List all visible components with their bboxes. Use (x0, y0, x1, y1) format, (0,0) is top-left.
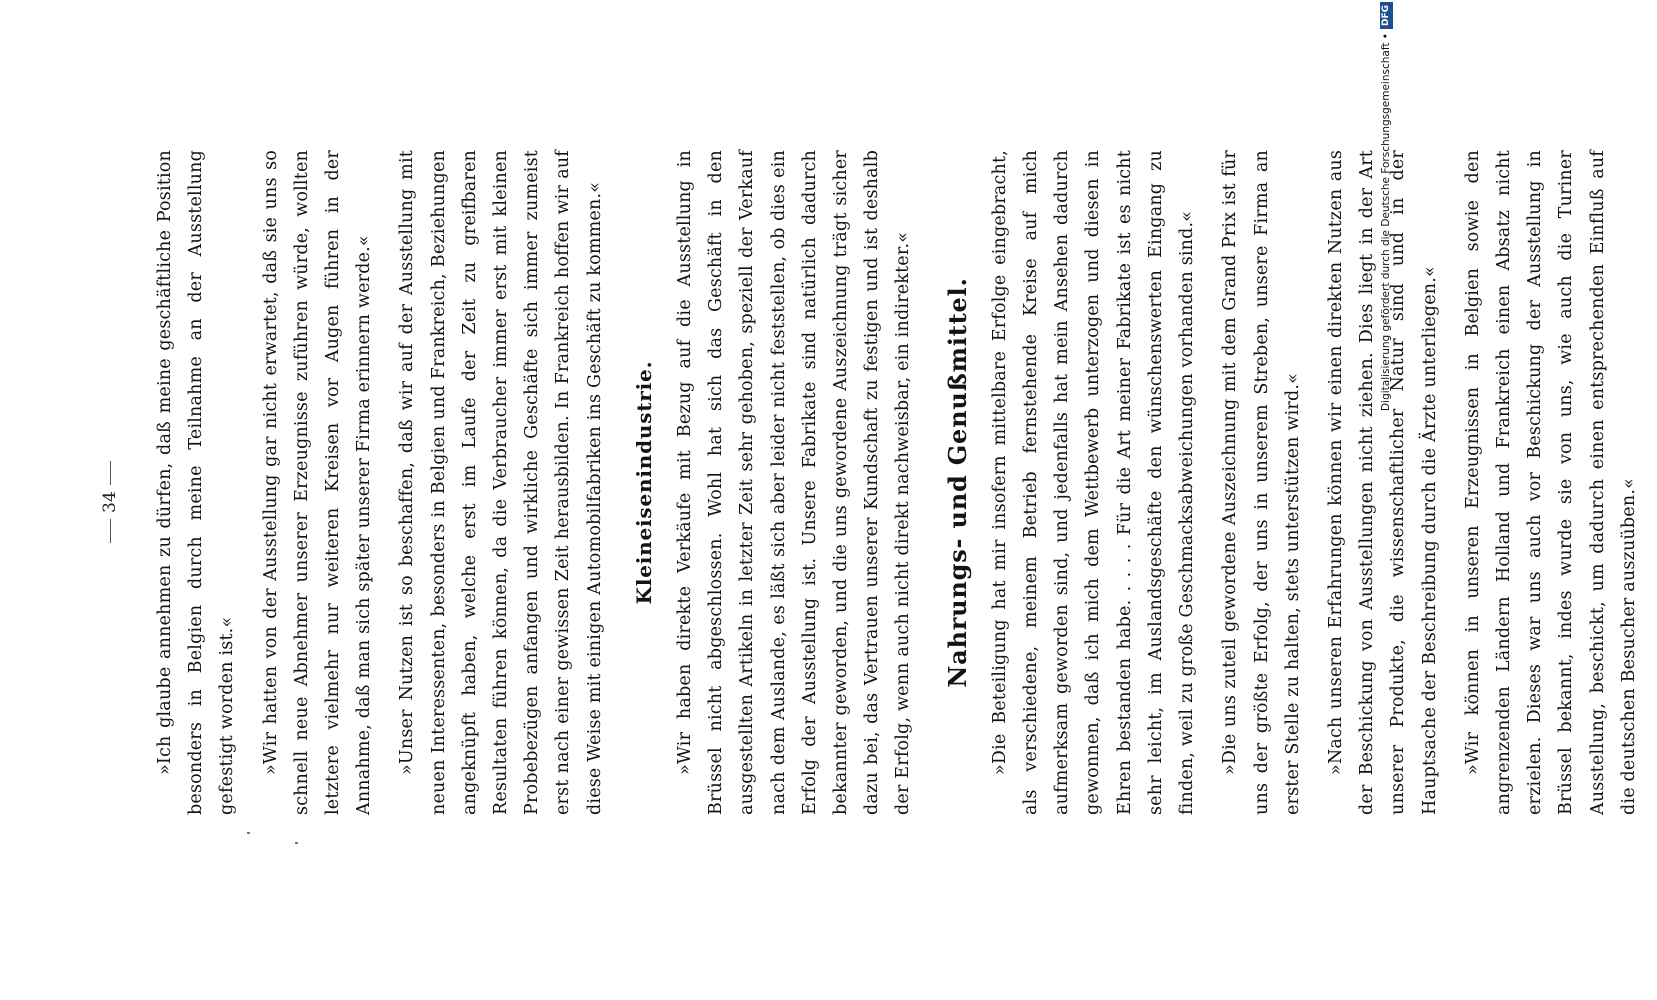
paragraph: »Nach unseren Erfahrungen können wir einen direkten Nutzen aus der Beschickung von Ausstellungen nicht ziehen. Dies liegt in der Art unserer Produkte, die wissenschaftlicher Natur sind und in der Hauptsache der Beschreibung durch die Ärzte unterliegen.« (1325, 150, 1440, 815)
paragraph: »Unser Nutzen ist so beschaffen, daß wir auf der Ausstellung mit neuen Interessenten, besonders in Belgien und Frankreich, Beziehungen angeknüpft haben, welche erst im Laufe der Zeit zu greifbaren Resultaten führen können, da die Verbraucher immer erst mit kleinen Probebezügen anfangen und wirkliche Geschäfte sich immer zumeist erst nach einer gewissen Zeit herausbilden. In Frankreich hoffen wir auf diese Weise mit einigen Automobilfabriken ins Geschäft zu kommen.« (397, 150, 605, 815)
credit-text: Digitalisierung gefördert durch die Deutsche Forschungsgemeinschaft • (1380, 33, 1392, 411)
digitization-credit (1378, 2, 1394, 992)
dfg-logo: DFG (1380, 2, 1393, 29)
rule-right (110, 461, 111, 485)
page-number-text: 34 (100, 491, 120, 513)
paragraph: »Wir haben direkte Verkäufe mit Bezug auf die Ausstellung in Brüssel nicht abgeschlossen. Wohl hat sich das Geschäft in den ausgestellten Artikeln in letzter Zeit sehr gehoben, speziell der Verkauf nach dem Auslande, es läßt sich aber leider nicht feststellen, ob dies ein Erfolg der Ausstellung ist. Unsere Fabrikate sind natürlich dadurch bekannter geworden, und die uns gewordene Auszeichnung trägt sicher dazu bei, das Vertrauen unserer Kundschaft zu festigen und ist deshalb der Erfolg, wenn auch nicht direkt nachweisbar, ein indirekter.« (675, 150, 914, 815)
scan-speck (247, 832, 250, 834)
paragraph: »Die uns zuteil gewordene Auszeichnung mit dem Grand Prix ist für uns der größte Erfolg, der uns in unserem Streben, unsere Firma an erster Stelle zu halten, stets unterstützen wird.« (1220, 150, 1303, 815)
page-number (100, 452, 120, 552)
paragraph: »Ich glaube annehmen zu dürfen, daß meine geschäftliche Position besonders in Belgien durch meine Teilnahme an der Ausstellung gefestigt worden ist.« (155, 150, 238, 815)
paragraph: »Wir können in unseren Erzeugnissen in Belgien sowie den angrenzenden Ländern Holland und Frankreich einen Absatz nicht erzielen. Dieses war uns auch vor Beschickung der Ausstellung in Brüssel bekannt, indes wurde sie von uns, wie auch die Turiner Ausstellung, beschickt, um dadurch einen entsprechenden Einfluß auf die deutschen Besucher auszuüben.« (1462, 150, 1639, 815)
paragraph: »Wir hatten von der Ausstellung gar nicht erwartet, daß sie uns so schnell neue Abnehmer unserer Erzeugnisse zuführen würde, wollten letztere vielmehr nur weiteren Kreisen vor Augen führen in der Annahme, daß man sich später unserer Firma erinnern werde.« (260, 150, 375, 815)
section-heading: Nahrungs- und Genußmittel. (942, 277, 972, 688)
rule-left (110, 519, 111, 543)
section-heading: Kleineisenindustrie. (631, 360, 656, 605)
scan-speck (295, 842, 298, 844)
paragraph: »Die Beteiligung hat mir insofern mittelbare Erfolge eingebracht, als verschiedene, meinem Betrieb fernstehende Kreise auf mich aufmerksam geworden sind, und jedenfalls hat mein Ansehen dadurch gewonnen, daß ich mich dem Wettbewerb unterzogen und diesen in Ehren bestanden habe. . . . . Für die Art meiner Fabrikate ist es nicht sehr leicht, im Auslandsgeschäfte den wünschenswerten Eingang zu finden, weil zu große Geschmacksabweichungen vorhanden sind.« (989, 150, 1198, 815)
text-column (150, 150, 1657, 815)
